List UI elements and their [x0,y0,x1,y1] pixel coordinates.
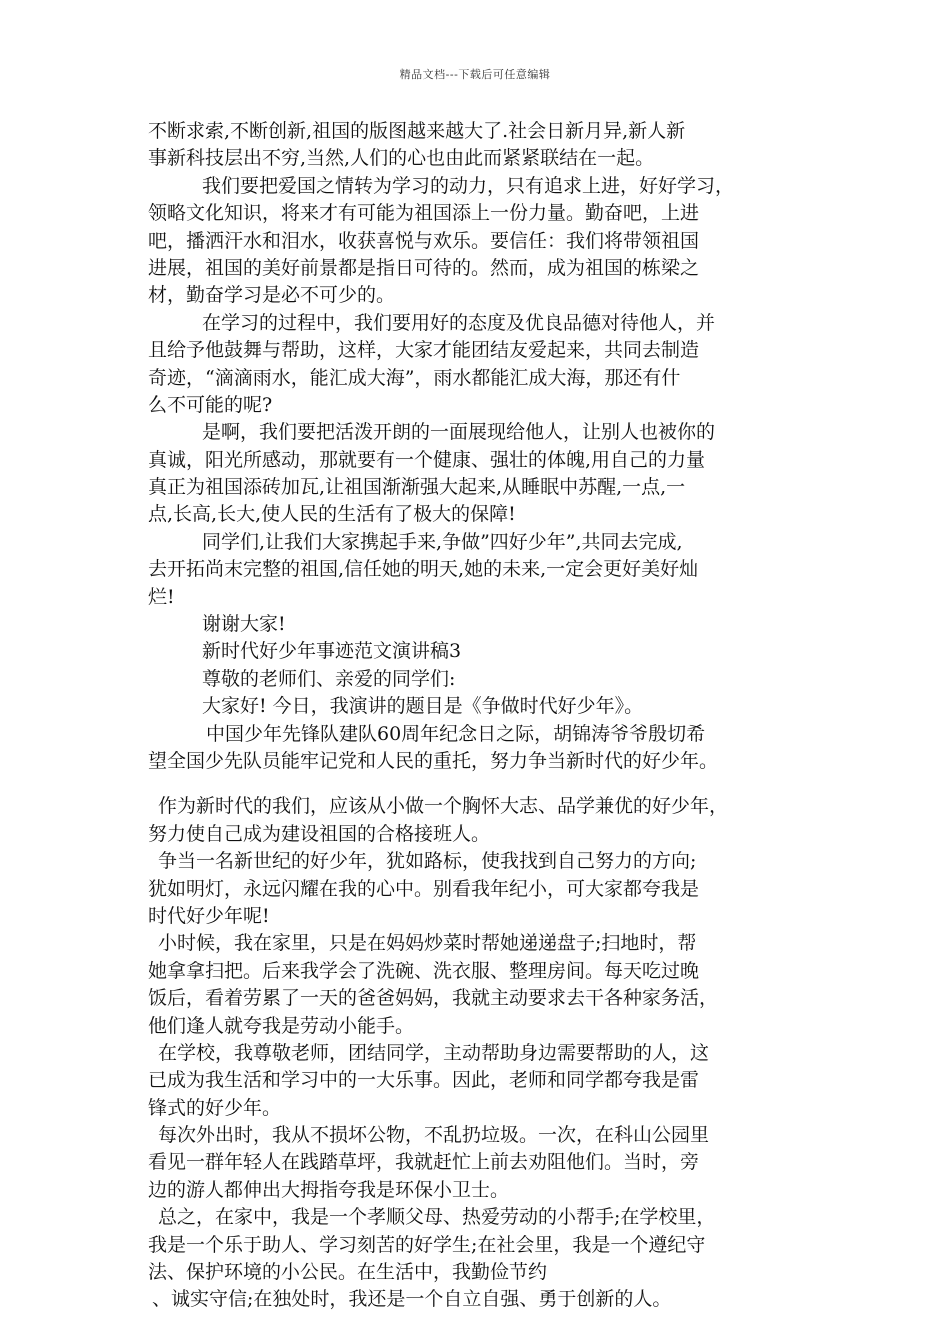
text-line: 真诚，阳光所感动，那就要有一个健康、强壮的体魄,用自己的力量 [148,448,706,471]
text-line: 我们要把爱国之情转为学习的动力，只有追求上进，好好学习， [202,174,735,197]
text-line: 新时代好少年事迹范文演讲稿3 [202,640,462,663]
text-line: 真正为祖国添砖加瓦,让祖国渐渐强大起来,从睡眠中苏醒,一点,一 [148,476,686,499]
text-line: 么不可能的呢? [148,393,273,416]
text-line: 尊敬的老师们、亲爱的同学们: [202,667,456,690]
text-line: 法、保护环境的小公民。在生活中，我勤俭节约 [148,1261,548,1284]
text-line: 锋式的好少年。 [148,1096,282,1119]
text-line: 同学们,让我们大家携起手来,争做”四好少年”,共同去完成, [202,530,683,553]
page-header: 精品文档---下载后可任意编辑 [399,68,551,81]
text-line: 是啊，我们要把活泼开朗的一面展现给他人，让别人也被你的 [202,421,716,444]
text-line: 、诚实守信;在独处时，我还是一个自立自强、勇于创新的人。 [152,1288,672,1311]
text-line: 材，勤奋学习是必不可少的。 [148,284,396,307]
text-line: 奇迹，“滴滴雨水，能汇成大海”，雨水都能汇成大海，那还有什 [148,366,681,389]
text-line: 我是一个乐于助人、学习刻苦的好学生;在社会里，我是一个遵纪守 [148,1233,706,1256]
text-line: 争当一名新世纪的好少年，犹如路标，使我找到自己努力的方向; [158,850,697,873]
text-line: 事新科技层出不穷,当然,人们的心也由此而紧紧联结在一起。 [148,147,655,170]
blank-line [148,775,818,793]
text-line: 去开拓尚末完整的祖国,信任她的明天,她的未来,一定会更好美好灿 [148,558,699,581]
text-line: 她拿拿扫把。后来我学会了洗碗、洗衣服、整理房间。每天吃过晚 [148,959,700,982]
text-line: 谢谢大家! [202,613,286,636]
document-body [148,118,818,1314]
text-line: 中国少年先锋队建队60周年纪念日之际，胡锦涛爷爷殷切希 [206,722,706,745]
text-line: 作为新时代的我们，应该从小做一个胸怀大志、品学兼优的好少年， [158,795,729,818]
text-line: 进展，祖国的美好前景都是指日可待的。然而，成为祖国的栋梁之 [148,256,700,279]
text-line: 大家好! 今日，我演讲的题目是《争做时代好少年》。 [202,695,644,718]
text-line: 饭后，看着劳累了一天的爸爸妈妈，我就主动要求去干各种家务活， [148,987,719,1010]
text-line: 他们逢人就夸我是劳动小能手。 [148,1014,415,1037]
text-line: 望全国少先队员能牢记党和人民的重托，努力争当新时代的好少年。 [148,749,719,772]
text-line: 点,长高,长大,使人民的生活有了极大的保障! [148,503,516,526]
text-line: 努力使自己成为建设祖国的合格接班人。 [148,822,491,845]
text-line: 小时候，我在家里，只是在妈妈炒菜时帮她递递盘子;扫地时，帮 [158,932,697,955]
text-line: 边的游人都伸出大拇指夸我是环保小卫士。 [148,1178,510,1201]
text-line: 看见一群年轻人在践踏草坪，我就赶忙上前去劝阻他们。当时，旁 [148,1151,700,1174]
text-line: 不断求索,不断创新,祖国的版图越来越大了.社会日新月异,新人新 [148,120,686,142]
text-line: 犹如明灯，永远闪耀在我的心中。别看我年纪小，可大家都夸我是 [148,877,700,900]
text-line: 在学校，我尊敬老师，团结同学，主动帮助身边需要帮助的人，这 [158,1041,710,1064]
text-line: 每次外出时，我从不损坏公物，不乱扔垃圾。一次，在科山公园里 [158,1124,710,1147]
text-line: 已成为我生活和学习中的一大乐事。因此，老师和同学都夸我是雷 [148,1069,700,1092]
text-line: 且给予他鼓舞与帮助，这样，大家才能团结友爱起来，共同去制造 [148,339,700,362]
text-line: 吧，播洒汗水和泪水，收获喜悦与欢乐。要信任：我们将带领祖国 [148,229,700,252]
text-line: 在学习的过程中，我们要用好的态度及优良品德对待他人，并 [202,311,716,334]
text-line: 烂! [148,585,175,608]
text-line: 总之，在家中，我是一个孝顺父母、热爱劳动的小帮手;在学校里， [158,1206,716,1229]
text-line: 时代好少年呢! [148,904,270,927]
text-line: 领略文化知识，将来才有可能为祖国添上一份力量。勤奋吧，上进 [148,202,700,225]
